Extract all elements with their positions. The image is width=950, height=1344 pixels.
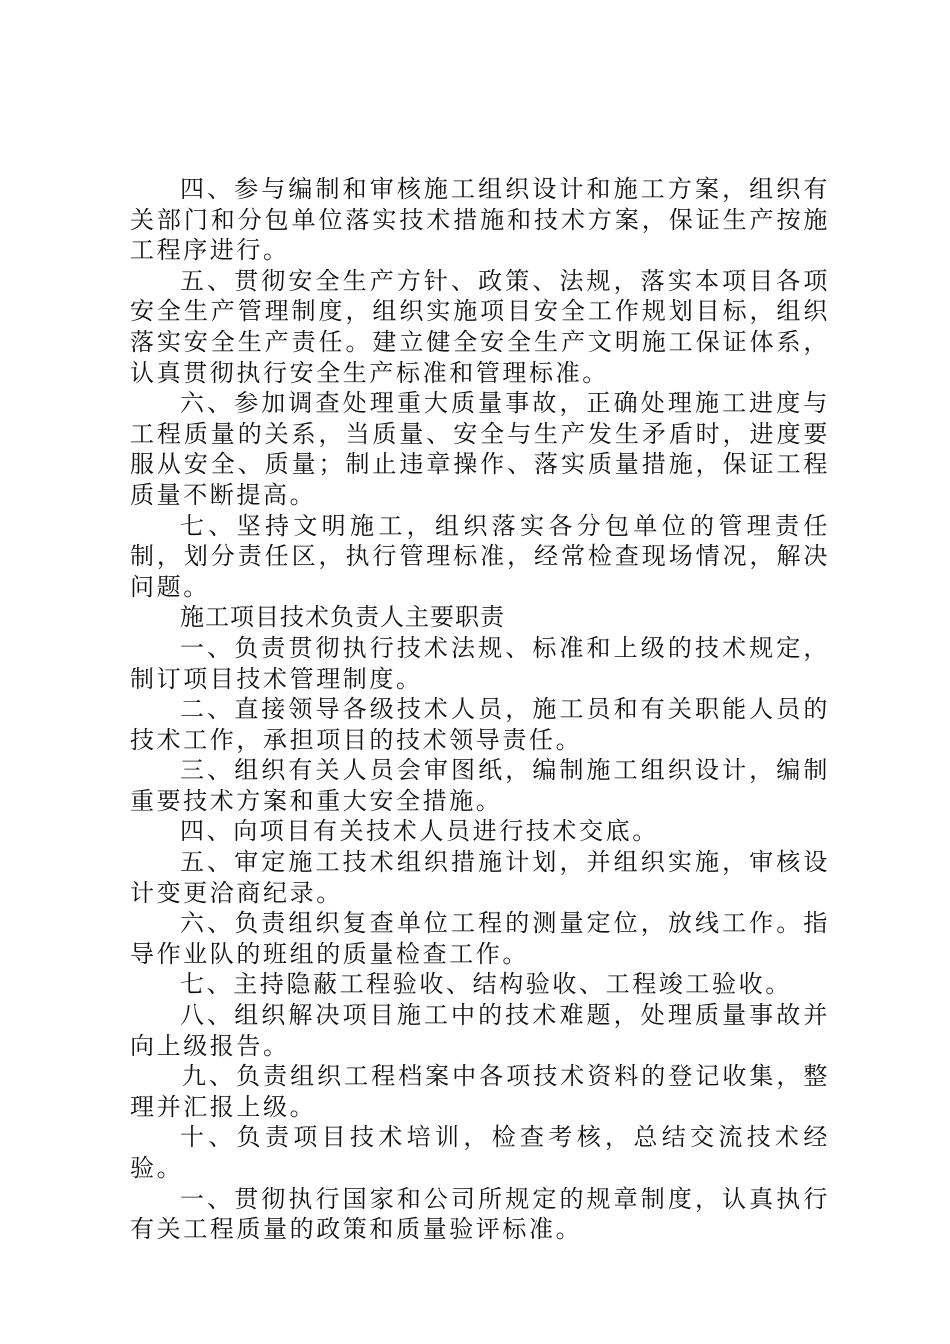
duty-item-3: 三、组织有关人员会审图纸，编制施工组织设计，编制重要技术方案和重大安全措施。: [130, 756, 830, 815]
paragraph-item-7: 七、坚持文明施工，组织落实各分包单位的管理责任制，划分责任区，执行管理标准，经常检查现场情况，解决问题。: [130, 511, 830, 601]
duty-item-8: 八、组织解决项目施工中的技术难题，处理质量事故并向上级报告。: [130, 1001, 830, 1060]
paragraph-item-4: 四、参与编制和审核施工组织设计和施工方案，组织有关部门和分包单位落实技术措施和技术方案，保证生产按施工程序进行。: [130, 175, 830, 265]
paragraph-item-6: 六、参加调查处理重大质量事故，正确处理施工进度与工程质量的关系，当质量、安全与生产发生矛盾时，进度要服从安全、质量；制止违章操作、落实质量措施，保证工程质量不断提高。: [130, 389, 830, 509]
duty-item-1: 一、负责贯彻执行技术法规、标准和上级的技术规定，制订项目技术管理制度。: [130, 633, 830, 693]
section-heading: 施工项目技术负责人主要职责: [180, 603, 505, 632]
duty-item-7: 七、主持隐蔽工程验收、结构验收、工程竣工验收。: [180, 970, 792, 999]
duty-item-5: 五、审定施工技术组织措施计划，并组织实施，审核设计变更洽商纪录。: [130, 848, 830, 907]
quality-duty-item-1: 一、贯彻执行国家和公司所规定的规章制度，认真执行有关工程质量的政策和质量验评标准。: [130, 1184, 830, 1244]
duty-item-6: 六、负责组织复查单位工程的测量定位，放线工作。指导作业队的班组的质量检查工作。: [130, 909, 830, 968]
duty-item-2: 二、直接领导各级技术人员，施工员和有关职能人员的技术工作，承担项目的技术领导责任。: [130, 695, 830, 754]
document-body: [130, 174, 830, 1245]
paragraph-item-5: 五、贯彻安全生产方针、政策、法规，落实本项目各项安全生产管理制度，组织实施项目安全工作规划目标，组织落实安全生产责任。建立健全安全生产文明施工保证体系，认真贯彻执行安全生产标准和管理标准。: [130, 266, 830, 387]
duty-item-9: 九、负责组织工程档案中各项技术资料的登记收集，整理并汇报上级。: [130, 1062, 830, 1121]
duty-item-10: 十、负责项目技术培训，检查考核，总结交流技术经验。: [130, 1123, 830, 1182]
duty-item-4: 四、向项目有关技术人员进行技术交底。: [180, 817, 659, 846]
